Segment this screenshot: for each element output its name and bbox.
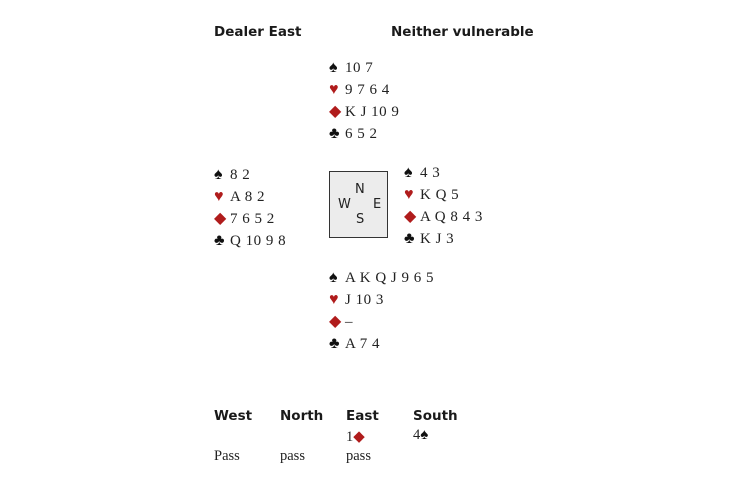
south-spades: [329, 267, 434, 289]
north-clubs-cards: 6 5 2: [345, 126, 378, 142]
south-clubs: [329, 333, 434, 355]
bid-header-west: West: [214, 408, 253, 424]
club-icon: ♣: [329, 125, 340, 142]
west-diamonds-cards: 7 6 5 2: [230, 211, 275, 227]
west-spades-cards: 8 2: [230, 167, 251, 183]
west-hearts: [214, 186, 286, 208]
south-hearts-cards: J 10 3: [345, 292, 384, 308]
diamond-icon: ◆: [214, 210, 227, 227]
south-diamonds: [329, 311, 434, 333]
east-diamonds: [404, 206, 483, 228]
north-hand: [329, 57, 399, 145]
east-hearts: [404, 184, 483, 206]
bid-north-2: pass: [280, 448, 305, 464]
west-clubs: [214, 230, 286, 252]
bid-east-1: [346, 427, 365, 446]
bid-east-2: pass: [346, 448, 371, 464]
compass-south: S: [356, 212, 365, 227]
east-hearts-cards: K Q 5: [420, 187, 460, 203]
diamond-icon: ◆: [329, 313, 342, 330]
south-spades-cards: A K Q J 9 6 5: [345, 270, 435, 286]
north-hearts-cards: 9 7 6 4: [345, 82, 390, 98]
heart-icon: ♥: [329, 291, 339, 308]
vulnerability-label: Neither vulnerable: [391, 24, 534, 40]
east-clubs: [404, 228, 483, 250]
compass-box: [329, 171, 388, 238]
compass-west: W: [338, 197, 351, 212]
north-spades-cards: 10 7: [345, 60, 374, 76]
south-diamonds-cards: –: [345, 314, 353, 330]
heart-icon: ♥: [404, 186, 414, 203]
east-hand: [404, 162, 483, 250]
diamond-icon: ◆: [404, 208, 417, 225]
compass-east: E: [373, 197, 382, 212]
spade-icon: ♠: [214, 166, 223, 183]
heart-icon: ♥: [214, 188, 224, 205]
heart-icon: ♥: [329, 81, 339, 98]
bid-south-1: [413, 427, 428, 444]
north-diamonds: [329, 101, 399, 123]
south-hand: [329, 267, 434, 355]
west-spades: [214, 164, 286, 186]
west-clubs-cards: Q 10 9 8: [230, 233, 287, 249]
east-spades: [404, 162, 483, 184]
west-hand: [214, 164, 286, 252]
north-hearts: [329, 79, 399, 101]
south-clubs-cards: A 7 4: [345, 336, 381, 352]
spade-icon: ♠: [404, 164, 413, 181]
bid-header-south: South: [413, 408, 458, 424]
north-spades: [329, 57, 399, 79]
south-hearts: [329, 289, 434, 311]
west-diamonds: [214, 208, 286, 230]
dealer-label: Dealer East: [214, 24, 302, 40]
club-icon: ♣: [329, 335, 340, 352]
north-clubs: [329, 123, 399, 145]
west-hearts-cards: A 8 2: [230, 189, 266, 205]
bid-header-east: East: [346, 408, 379, 424]
east-spades-cards: 4 3: [420, 165, 441, 181]
east-diamonds-cards: A Q 8 4 3: [420, 209, 483, 225]
compass-north: N: [355, 182, 365, 197]
diamond-icon: ◆: [353, 429, 365, 445]
bid-header-north: North: [280, 408, 324, 424]
north-diamonds-cards: K J 10 9: [345, 104, 400, 120]
spade-icon: ♠: [329, 269, 338, 286]
club-icon: ♣: [404, 230, 415, 247]
east-clubs-cards: K J 3: [420, 231, 455, 247]
spade-icon: ♠: [420, 427, 429, 443]
spade-icon: ♠: [329, 59, 338, 76]
bid-east-1-level: 1: [346, 429, 354, 445]
bid-south-1-level: 4: [413, 427, 421, 443]
bid-west-2: Pass: [214, 448, 240, 464]
club-icon: ♣: [214, 232, 225, 249]
diamond-icon: ◆: [329, 103, 342, 120]
